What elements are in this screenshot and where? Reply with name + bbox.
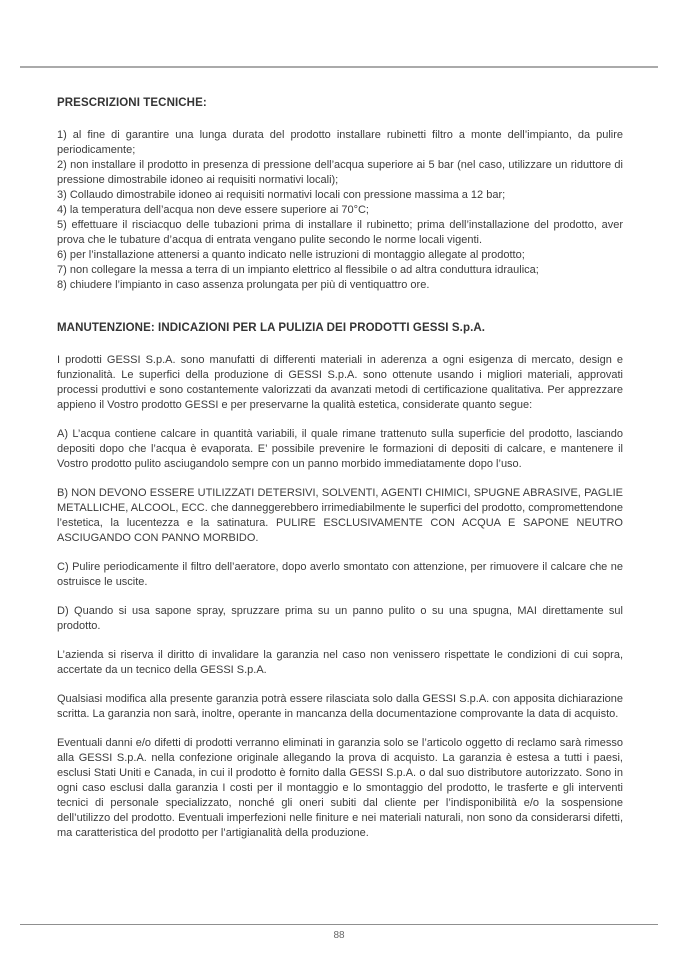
page-content (57, 96, 623, 855)
maintenance-point-d: D) Quando si usa sapone spray, spruzzare prima su un panno pulito o su una spugna, MAI direttamente sul prodotto. (57, 605, 623, 632)
page-number: 88 (333, 930, 345, 941)
top-rule (20, 66, 658, 68)
tech-item-4: 4) la temperatura dell’acqua non deve essere superiore ai 70°C; (57, 204, 369, 216)
maintenance-point-a: A) L’acqua contiene calcare in quantità variabili, il quale rimane trattenuto sulla superficie del prodotto, lasciando depositi dopo che l’acqua è evaporata. E’ possibile prevenire le formazioni di depositi di calcare, e mantenere il Vostro prodotto pulito asciugandolo sempre con un panno morbido immediatamente dopo l’uso. (57, 428, 623, 470)
tech-item-6: 6) per l’installazione attenersi a quanto indicato nelle istruzioni di montaggio allegate al prodotto; (57, 249, 525, 261)
warranty-modification-paragraph: Qualsiasi modifica alla presente garanzia potrà essere rilasciata solo dalla GESSI S.p.A. con apposita dichiarazione scritta. La garanzia non sarà, inoltre, operante in mancanza della documentazione comprovante la data di acquisto. (57, 693, 623, 720)
tech-item-8: 8) chiudere l’impianto in caso assenza prolungata per più di ventiquattro ore. (57, 279, 430, 291)
maintenance-intro-paragraph: I prodotti GESSI S.p.A. sono manufatti di differenti materiali in aderenza a ogni esigenza di mercato, design e funzionalità. Le superfici della produzione di GESSI S.p.A. sono ottenute usando i migliori materiali, approvati processi produttivi e sono costantemente valorizzati da avanzati metodi di certificazione qualitativa. Per apprezzare appieno il Vostro prodotto GESSI e per preservarne la qualità estetica, considerate quanto segue: (57, 354, 623, 411)
tech-item-2: 2) non installare il prodotto in presenza di pressione dell’acqua superiore ai 5 bar (nel caso, utilizzare un riduttore di pressione dimostrabile idoneo ai requisiti normativi locali); (57, 159, 623, 186)
section-heading-prescrizioni-tecniche: PRESCRIZIONI TECNICHE: (57, 97, 207, 109)
bottom-rule (20, 924, 658, 925)
tech-item-1: 1) al fine di garantire una lunga durata del prodotto installare rubinetti filtro a monte dell’impianto, da pulire periodicamente; (57, 129, 623, 156)
tech-item-3: 3) Collaudo dimostrabile idoneo ai requisiti normativi locali con pressione massima a 12 bar; (57, 189, 506, 201)
maintenance-point-b: B) NON DEVONO ESSERE UTILIZZATI DETERSIVI, SOLVENTI, AGENTI CHIMICI, SPUGNE ABRASIVE, PAGLIE METALLICHE, ALCOOL, ECC. che danneggerebbero irrimediabilmente le superfici del prodotto, compromettendone l’estetica, la lucentezza e la satinatura. PULIRE ESCLUSIVAMENTE CON ACQUA E SAPONE NEUTRO ASCIUGANDO CON PANNO MORBIDO. (57, 487, 623, 544)
tech-item-5: 5) effettuare il risciacquo delle tubazioni prima di installare il rubinetto; prima dell’installazione del prodotto, aver prova che le tubature d’acqua di entrata vengano pulite secondo le norme locali vigenti. (57, 219, 623, 246)
section-heading-manutenzione: MANUTENZIONE: INDICAZIONI PER LA PULIZIA DEI PRODOTTI GESSI S.p.A. (57, 322, 486, 334)
maintenance-point-c: C) Pulire periodicamente il filtro dell’aeratore, dopo averlo smontato con attenzione, per rimuovere il calcare che ne ostruisce le uscite. (57, 561, 623, 588)
warranty-claims-paragraph: Eventuali danni e/o difetti di prodotti verranno eliminati in garanzia solo se l’articolo oggetto di reclamo sarà rimesso alla GESSI S.p.A. nella confezione originale allegando la prova di acquisto. La garanzia è estesa a tutti i paesi, esclusi Stati Uniti e Canada, in cui il prodotto è fornito dalla GESSI S.p.A. o dal suo distributore autorizzato. Sono in ogni caso esclusi dalla garanzia I costi per il montaggio e lo smontaggio del prodotto, le trasferte e gli interventi tecnici di personale specializzato, nonché gli oneri subiti dal cliente per l’indisponibilità e/o la sospensione dell’utilizzo del prodotto. Eventuali imperfezioni nelle finiture e nei materiali naturali, non sono da considerarsi difetti, ma caratteristica del prodotto per l’artigianalità della produzione. (57, 737, 623, 839)
warranty-invalidation-paragraph: L’azienda si riserva il diritto di invalidare la garanzia nel caso non venissero rispettate le condizioni di cui sopra, accertate da un tecnico della GESSI S.p.A. (57, 649, 623, 676)
tech-item-7: 7) non collegare la messa a terra di un impianto elettrico al flessibile o ad altra conduttura idraulica; (57, 264, 539, 276)
technical-prescriptions-list (57, 128, 623, 293)
